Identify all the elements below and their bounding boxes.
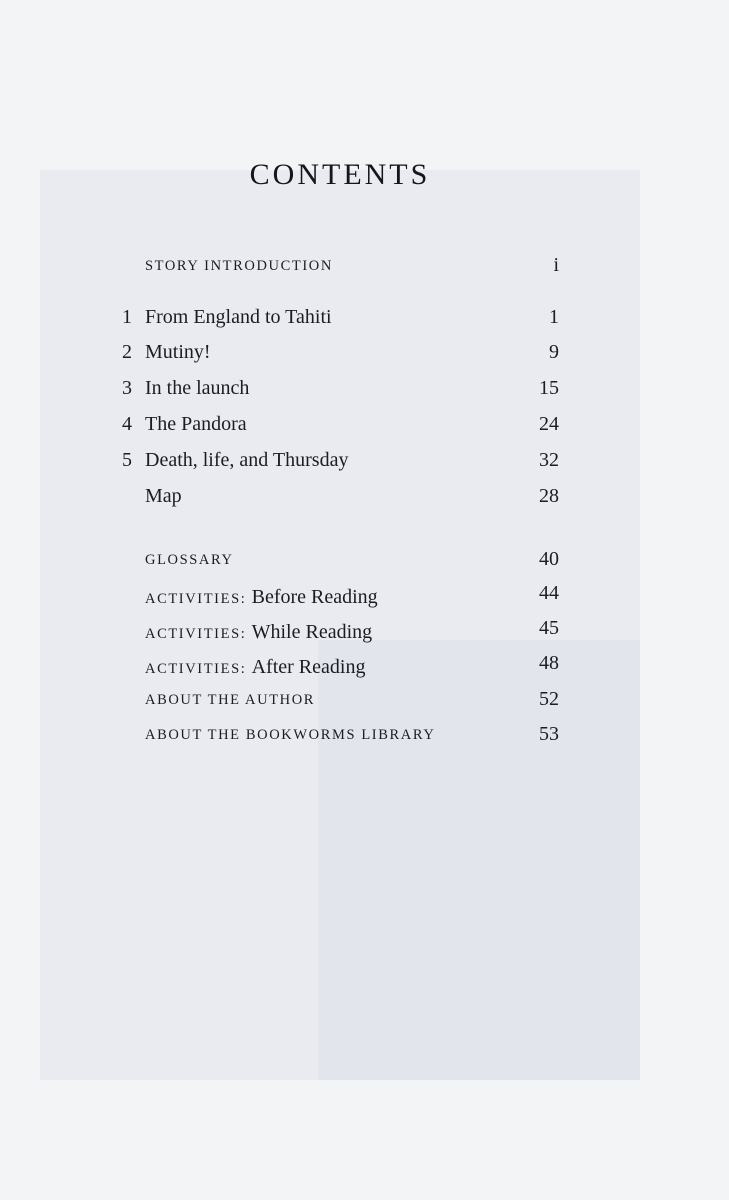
entry-label-rest: After Reading	[251, 656, 366, 678]
entry-label: The Pandora	[145, 413, 247, 435]
entry-page: 44	[539, 582, 559, 604]
toc-entry-about-library	[0, 723, 729, 753]
entry-page: 24	[539, 413, 559, 435]
toc-entry-activities-after	[0, 652, 729, 682]
toc-entry-chapter-2	[0, 341, 729, 371]
page-title: CONTENTS	[249, 158, 431, 191]
entry-label	[145, 621, 372, 644]
entry-label-caps: ACTIVITIES:	[145, 626, 247, 642]
entry-page: 1	[549, 306, 559, 328]
toc-entry-activities-while	[0, 617, 729, 647]
entry-page: 45	[539, 617, 559, 639]
entry-number: 2	[122, 341, 132, 363]
entry-label-caps: ACTIVITIES:	[145, 591, 247, 607]
entry-page: 9	[549, 341, 559, 363]
entry-page: i	[553, 254, 559, 276]
entry-page: 28	[539, 485, 559, 507]
toc-entry-activities-before	[0, 582, 729, 612]
toc-entry-chapter-3	[0, 377, 729, 407]
entry-page: 52	[539, 688, 559, 710]
toc-entry-glossary	[0, 548, 729, 578]
entry-number: 4	[122, 413, 132, 435]
entry-page: 53	[539, 723, 559, 745]
entry-page: 40	[539, 548, 559, 570]
entry-page: 32	[539, 449, 559, 471]
entry-label: GLOSSARY	[145, 552, 234, 568]
toc-entry-chapter-4	[0, 413, 729, 443]
entry-label-rest: Before Reading	[251, 586, 378, 608]
entry-label	[145, 656, 365, 679]
entry-label: Death, life, and Thursday	[145, 449, 349, 471]
entry-label: ABOUT THE BOOKWORMS LIBRARY	[145, 727, 436, 743]
entry-number: 1	[122, 306, 132, 328]
toc-entry-chapter-1	[0, 306, 729, 336]
entry-label: Map	[145, 485, 182, 507]
entry-label: STORY INTRODUCTION	[145, 258, 333, 274]
entry-number: 5	[122, 449, 132, 471]
entry-number: 3	[122, 377, 132, 399]
toc-entry-about-author	[0, 688, 729, 718]
entry-label	[145, 586, 378, 609]
toc-entry-story-introduction	[0, 254, 729, 284]
toc-entry-map	[0, 485, 729, 515]
entry-label: ABOUT THE AUTHOR	[145, 692, 316, 708]
entry-label-caps: ACTIVITIES:	[145, 661, 247, 677]
entry-label-rest: While Reading	[251, 621, 373, 643]
entry-page: 48	[539, 652, 559, 674]
entry-label: From England to Tahiti	[145, 306, 332, 328]
entry-label: Mutiny!	[145, 341, 211, 363]
entry-label: In the launch	[145, 377, 250, 399]
toc-entry-chapter-5	[0, 449, 729, 479]
entry-page: 15	[539, 377, 559, 399]
